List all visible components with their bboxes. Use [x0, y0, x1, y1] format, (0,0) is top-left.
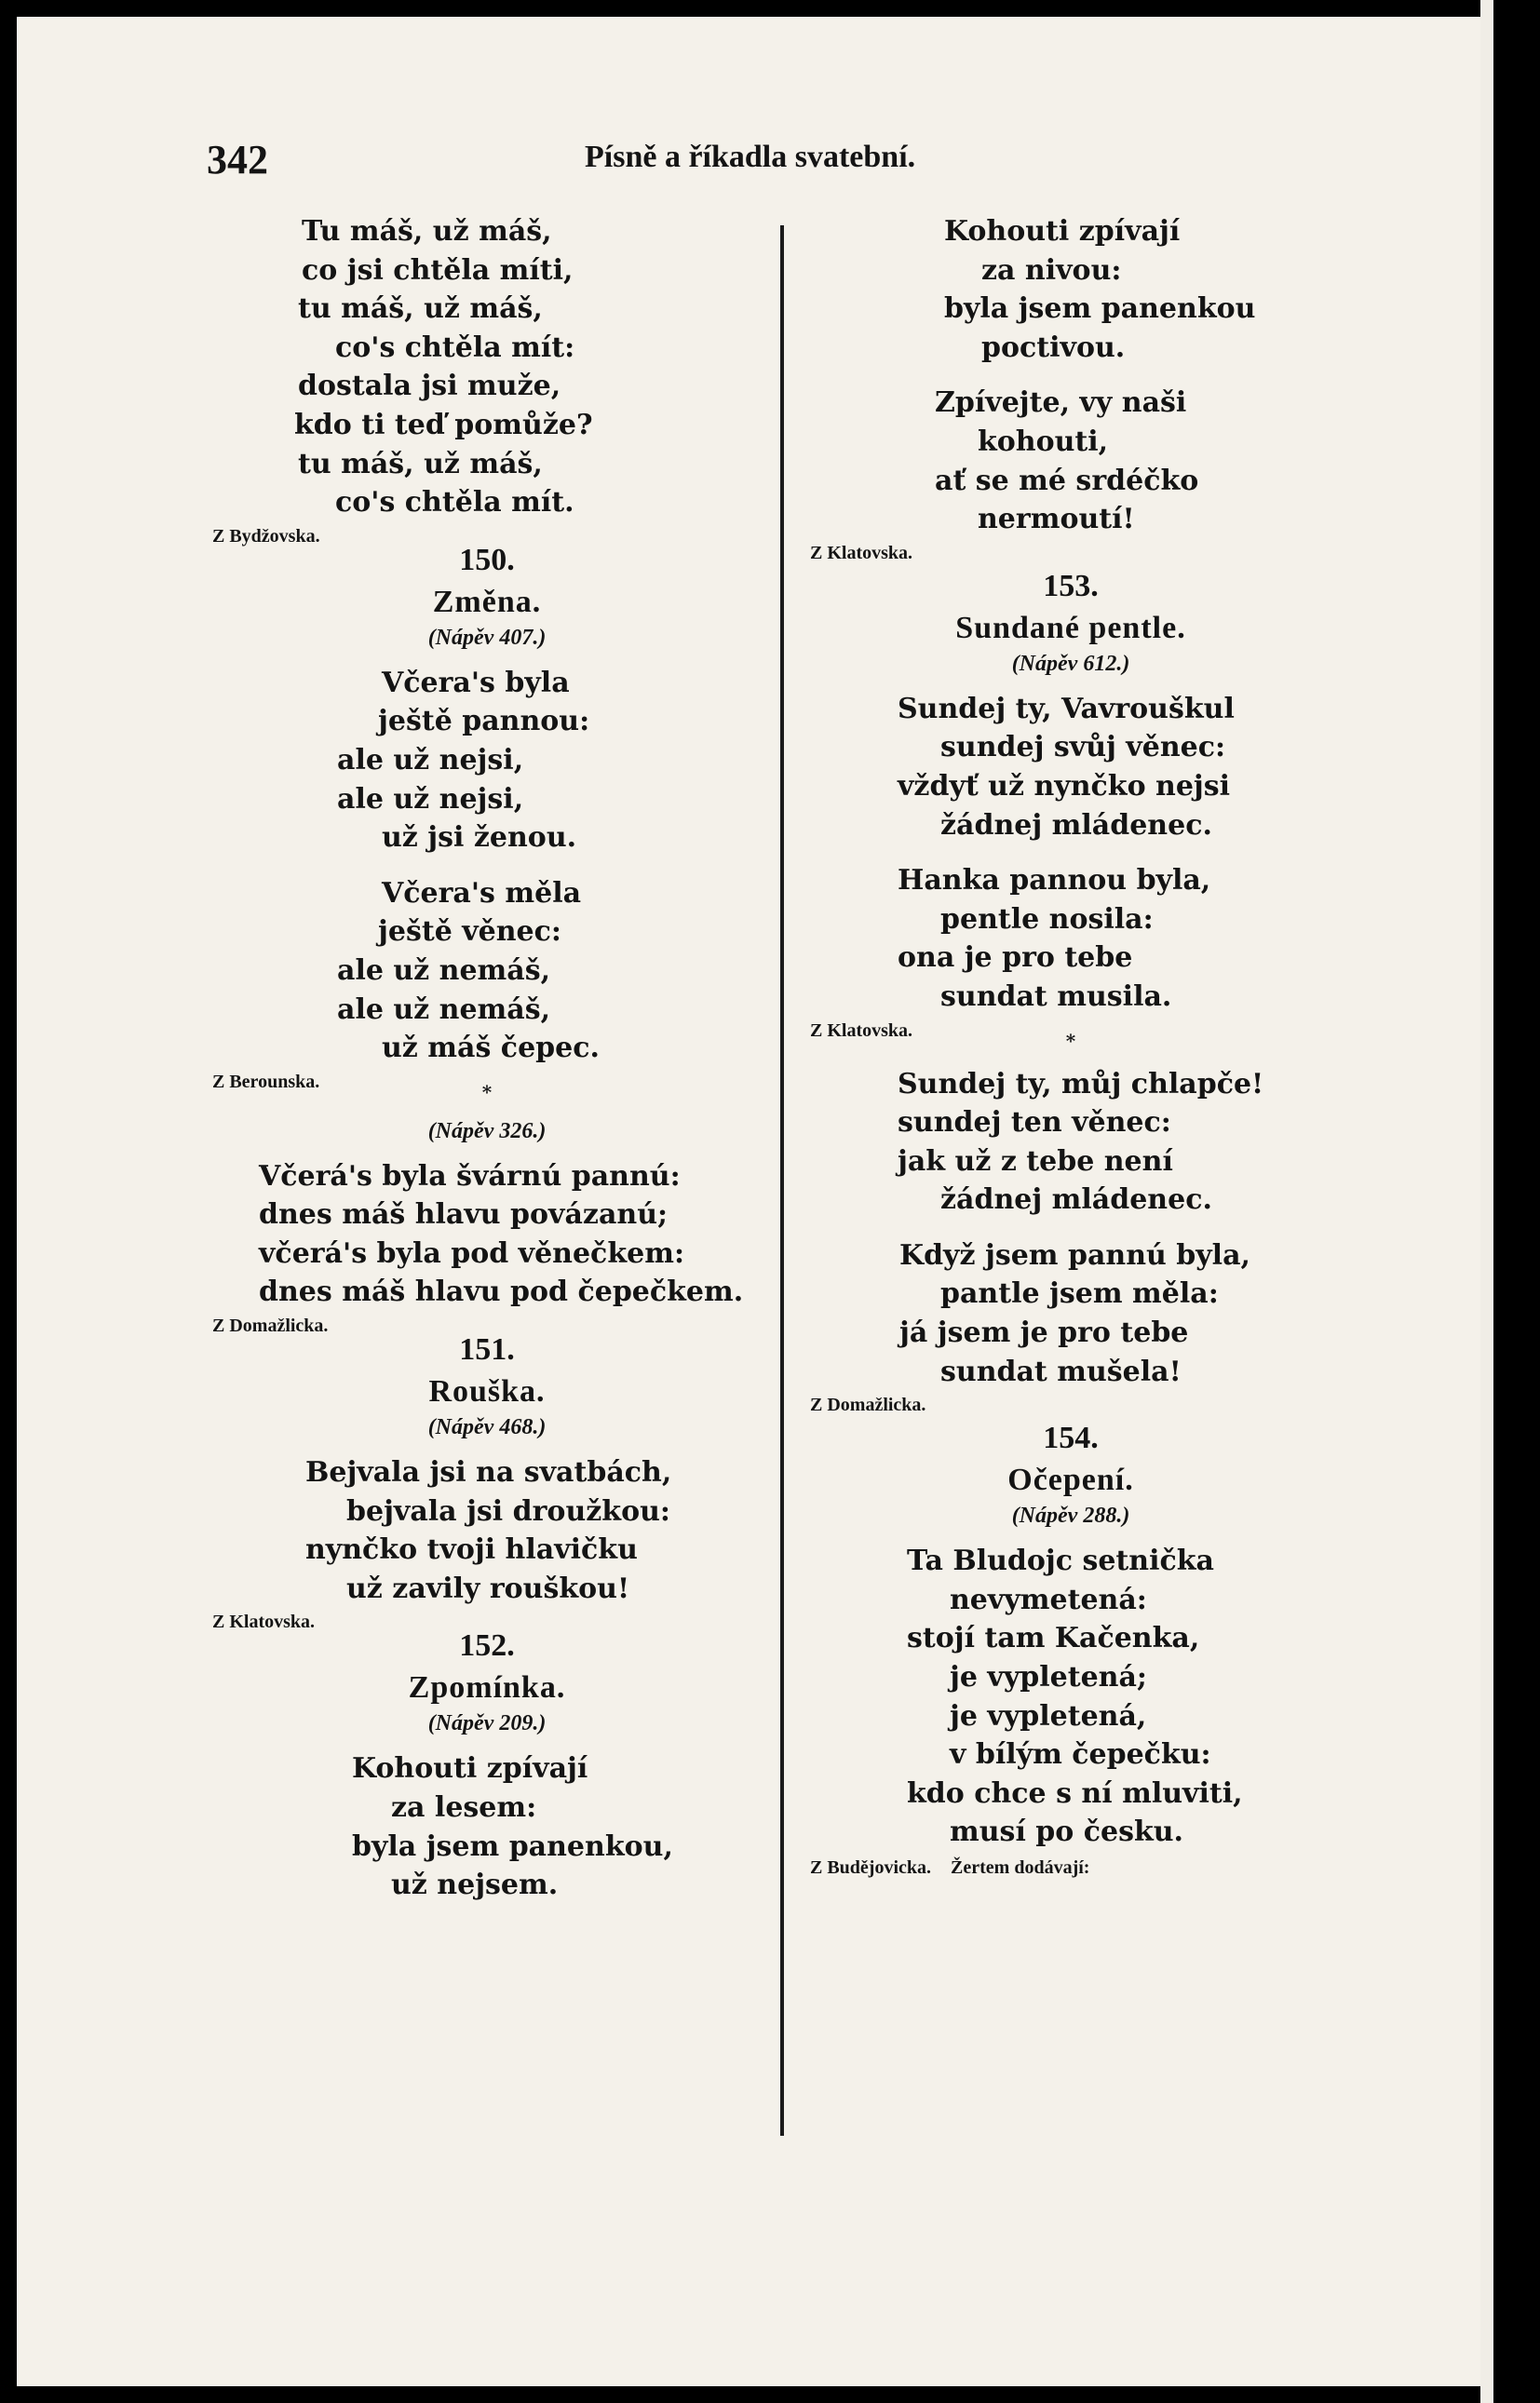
page-number: 342	[207, 137, 268, 182]
source-note: Z Domažlicka.	[212, 1316, 329, 1337]
right-column	[810, 212, 1331, 1882]
song-title: Rouška.	[428, 1374, 546, 1410]
variant-asterisk: *	[1065, 1029, 1076, 1052]
verse-line: ale už nemáš,	[337, 953, 551, 987]
verse-line: Hanka pannou byla,	[898, 864, 1211, 898]
verse-line: co's chtěla mít:	[335, 331, 575, 364]
song-number: 153.	[1043, 568, 1099, 603]
verse-line: sundej ten věnec:	[898, 1106, 1171, 1140]
verse-line: sundat mušela!	[940, 1355, 1182, 1388]
column-divider	[780, 225, 784, 2136]
song-number: 151.	[459, 1332, 515, 1368]
verse-line: Ta Bludojc setnička	[907, 1545, 1214, 1578]
verse-line: kdo chce s ní mluviti,	[907, 1776, 1243, 1810]
verse-line: kdo ti teď pomůže?	[294, 408, 593, 441]
verse-line: žádnej mládenec.	[940, 808, 1212, 842]
verse-line: jak už z tebe není	[898, 1144, 1173, 1178]
verse-line: Zpívejte, vy naši	[935, 386, 1187, 420]
source-note: Z Klatovska.	[810, 1019, 913, 1041]
editorial-note: Žertem dodávají:	[951, 1857, 1090, 1878]
verse-line: já jsem je pro tebe	[899, 1316, 1189, 1350]
song-153	[810, 563, 1331, 1420]
verse-line: byla jsem panenkou,	[352, 1829, 673, 1863]
verse-line: za nivou:	[981, 253, 1122, 287]
verse-line: Kohouti zpívají	[352, 1752, 588, 1786]
verse-line: Včerá's byla švárnú pannú:	[259, 1159, 681, 1193]
verse-line: Když jsem pannú byla,	[899, 1238, 1250, 1272]
verse-line: co's chtěla mít.	[335, 486, 574, 520]
verse-line: poctivou.	[981, 331, 1126, 364]
verse-line: Tu máš, už máš,	[302, 215, 552, 248]
verse-line: Včera's měla	[382, 876, 582, 910]
tune-reference: (Nápěv 326.)	[427, 1118, 547, 1143]
verse-line: stojí tam Kačenka,	[907, 1622, 1200, 1655]
verse-line: pentle nosila:	[940, 902, 1154, 936]
verse-line: žádnej mládenec.	[940, 1183, 1212, 1217]
verse-line: musí po česku.	[950, 1816, 1184, 1849]
verse-line: ona je pro tebe	[898, 941, 1133, 975]
poem-149-tail	[212, 212, 762, 550]
verse-line: ale už nejsi,	[337, 782, 524, 816]
song-number: 154.	[1043, 1421, 1099, 1456]
song-title: Změna.	[432, 584, 542, 619]
source-note: Z Domažlicka.	[810, 1395, 926, 1416]
song-151	[212, 1327, 762, 1636]
song-title: Zpomínka.	[408, 1670, 566, 1706]
tune-reference: (Nápěv 407.)	[427, 625, 547, 650]
verse-line: Kohouti zpívají	[944, 215, 1181, 248]
source-note: Z Berounska.	[212, 1071, 320, 1092]
verse-line: už zavily rouškou!	[346, 1572, 630, 1605]
song-title: Očepení.	[1007, 1463, 1134, 1498]
left-column	[212, 212, 762, 1905]
verse-line: ať se mé srdéčko	[935, 464, 1199, 497]
verse-line: je vypletená,	[950, 1699, 1147, 1733]
verse-line: nynčko tvoji hlavičku	[305, 1533, 638, 1567]
verse-line: ale už nejsi,	[337, 743, 524, 776]
variant-asterisk: *	[481, 1080, 493, 1103]
verse-line: dostala jsi muže,	[298, 370, 561, 403]
song-number: 150.	[459, 542, 515, 577]
source-note	[810, 1854, 1331, 1882]
verse-line: Sundej ty, můj chlapče!	[898, 1067, 1264, 1100]
song-title: Sundané pentle.	[955, 610, 1186, 645]
verse-line: za lesem:	[391, 1791, 537, 1825]
verse-line: ale už nemáš,	[337, 992, 551, 1026]
tune-reference: (Nápěv 468.)	[427, 1415, 547, 1440]
verse-line: pantle jsem měla:	[940, 1277, 1219, 1311]
verse-line: už máš čepec.	[382, 1032, 600, 1065]
next-page-edge	[1480, 0, 1493, 2403]
verse-line: v bílým čepečku:	[950, 1738, 1211, 1772]
source-note: Z Bydžovska.	[212, 525, 320, 547]
verse-line: včerá's byla pod věnečkem:	[259, 1236, 685, 1270]
verse-line: Včera's byla	[382, 666, 570, 699]
tune-reference: (Nápěv 612.)	[1011, 651, 1130, 676]
song-152-continuation	[810, 212, 1331, 567]
verse-line: byla jsem panenkou	[944, 292, 1256, 326]
source-note: Z Klatovska.	[212, 1612, 316, 1633]
verse-line: nevymetená:	[950, 1583, 1147, 1616]
running-title: Písně a říkadla svatební.	[585, 140, 916, 174]
verse-line: sundat musila.	[940, 979, 1172, 1013]
verse-line: Sundej ty, Vavrouškul	[898, 692, 1235, 725]
song-154	[810, 1415, 1331, 1882]
verse-line: kohouti,	[978, 425, 1109, 458]
verse-line: ještě pannou:	[378, 705, 590, 738]
song-150	[212, 537, 762, 1340]
verse-line: bejvala jsi droužkou:	[346, 1494, 670, 1528]
song-number: 152.	[459, 1628, 515, 1664]
verse-line: tu máš, už máš,	[298, 447, 543, 480]
verse-line: ještě věnec:	[378, 915, 561, 949]
verse-line: už jsi ženou.	[382, 821, 577, 855]
source-region: Z Budějovicka.	[810, 1857, 932, 1878]
tune-reference: (Nápěv 209.)	[427, 1711, 547, 1736]
verse-line: nermoutí!	[978, 503, 1135, 536]
song-152	[212, 1623, 762, 1904]
verse-line: dnes máš hlavu pod čepečkem.	[259, 1276, 744, 1309]
verse-line: dnes máš hlavu povázanú;	[259, 1198, 669, 1232]
verse-line: je vypletená;	[950, 1661, 1147, 1694]
verse-line: Bejvala jsi na svatbách,	[305, 1456, 672, 1490]
verse-line: tu máš, už máš,	[298, 292, 543, 326]
verse-line: už nejsem.	[391, 1869, 559, 1902]
verse-line: vždyť už nynčko nejsi	[898, 769, 1231, 803]
verse-line: co jsi chtěla míti,	[302, 253, 574, 287]
source-note: Z Klatovska.	[810, 542, 913, 563]
tune-reference: (Nápěv 288.)	[1011, 1504, 1130, 1529]
verse-line: sundej svůj věnec:	[940, 731, 1226, 764]
